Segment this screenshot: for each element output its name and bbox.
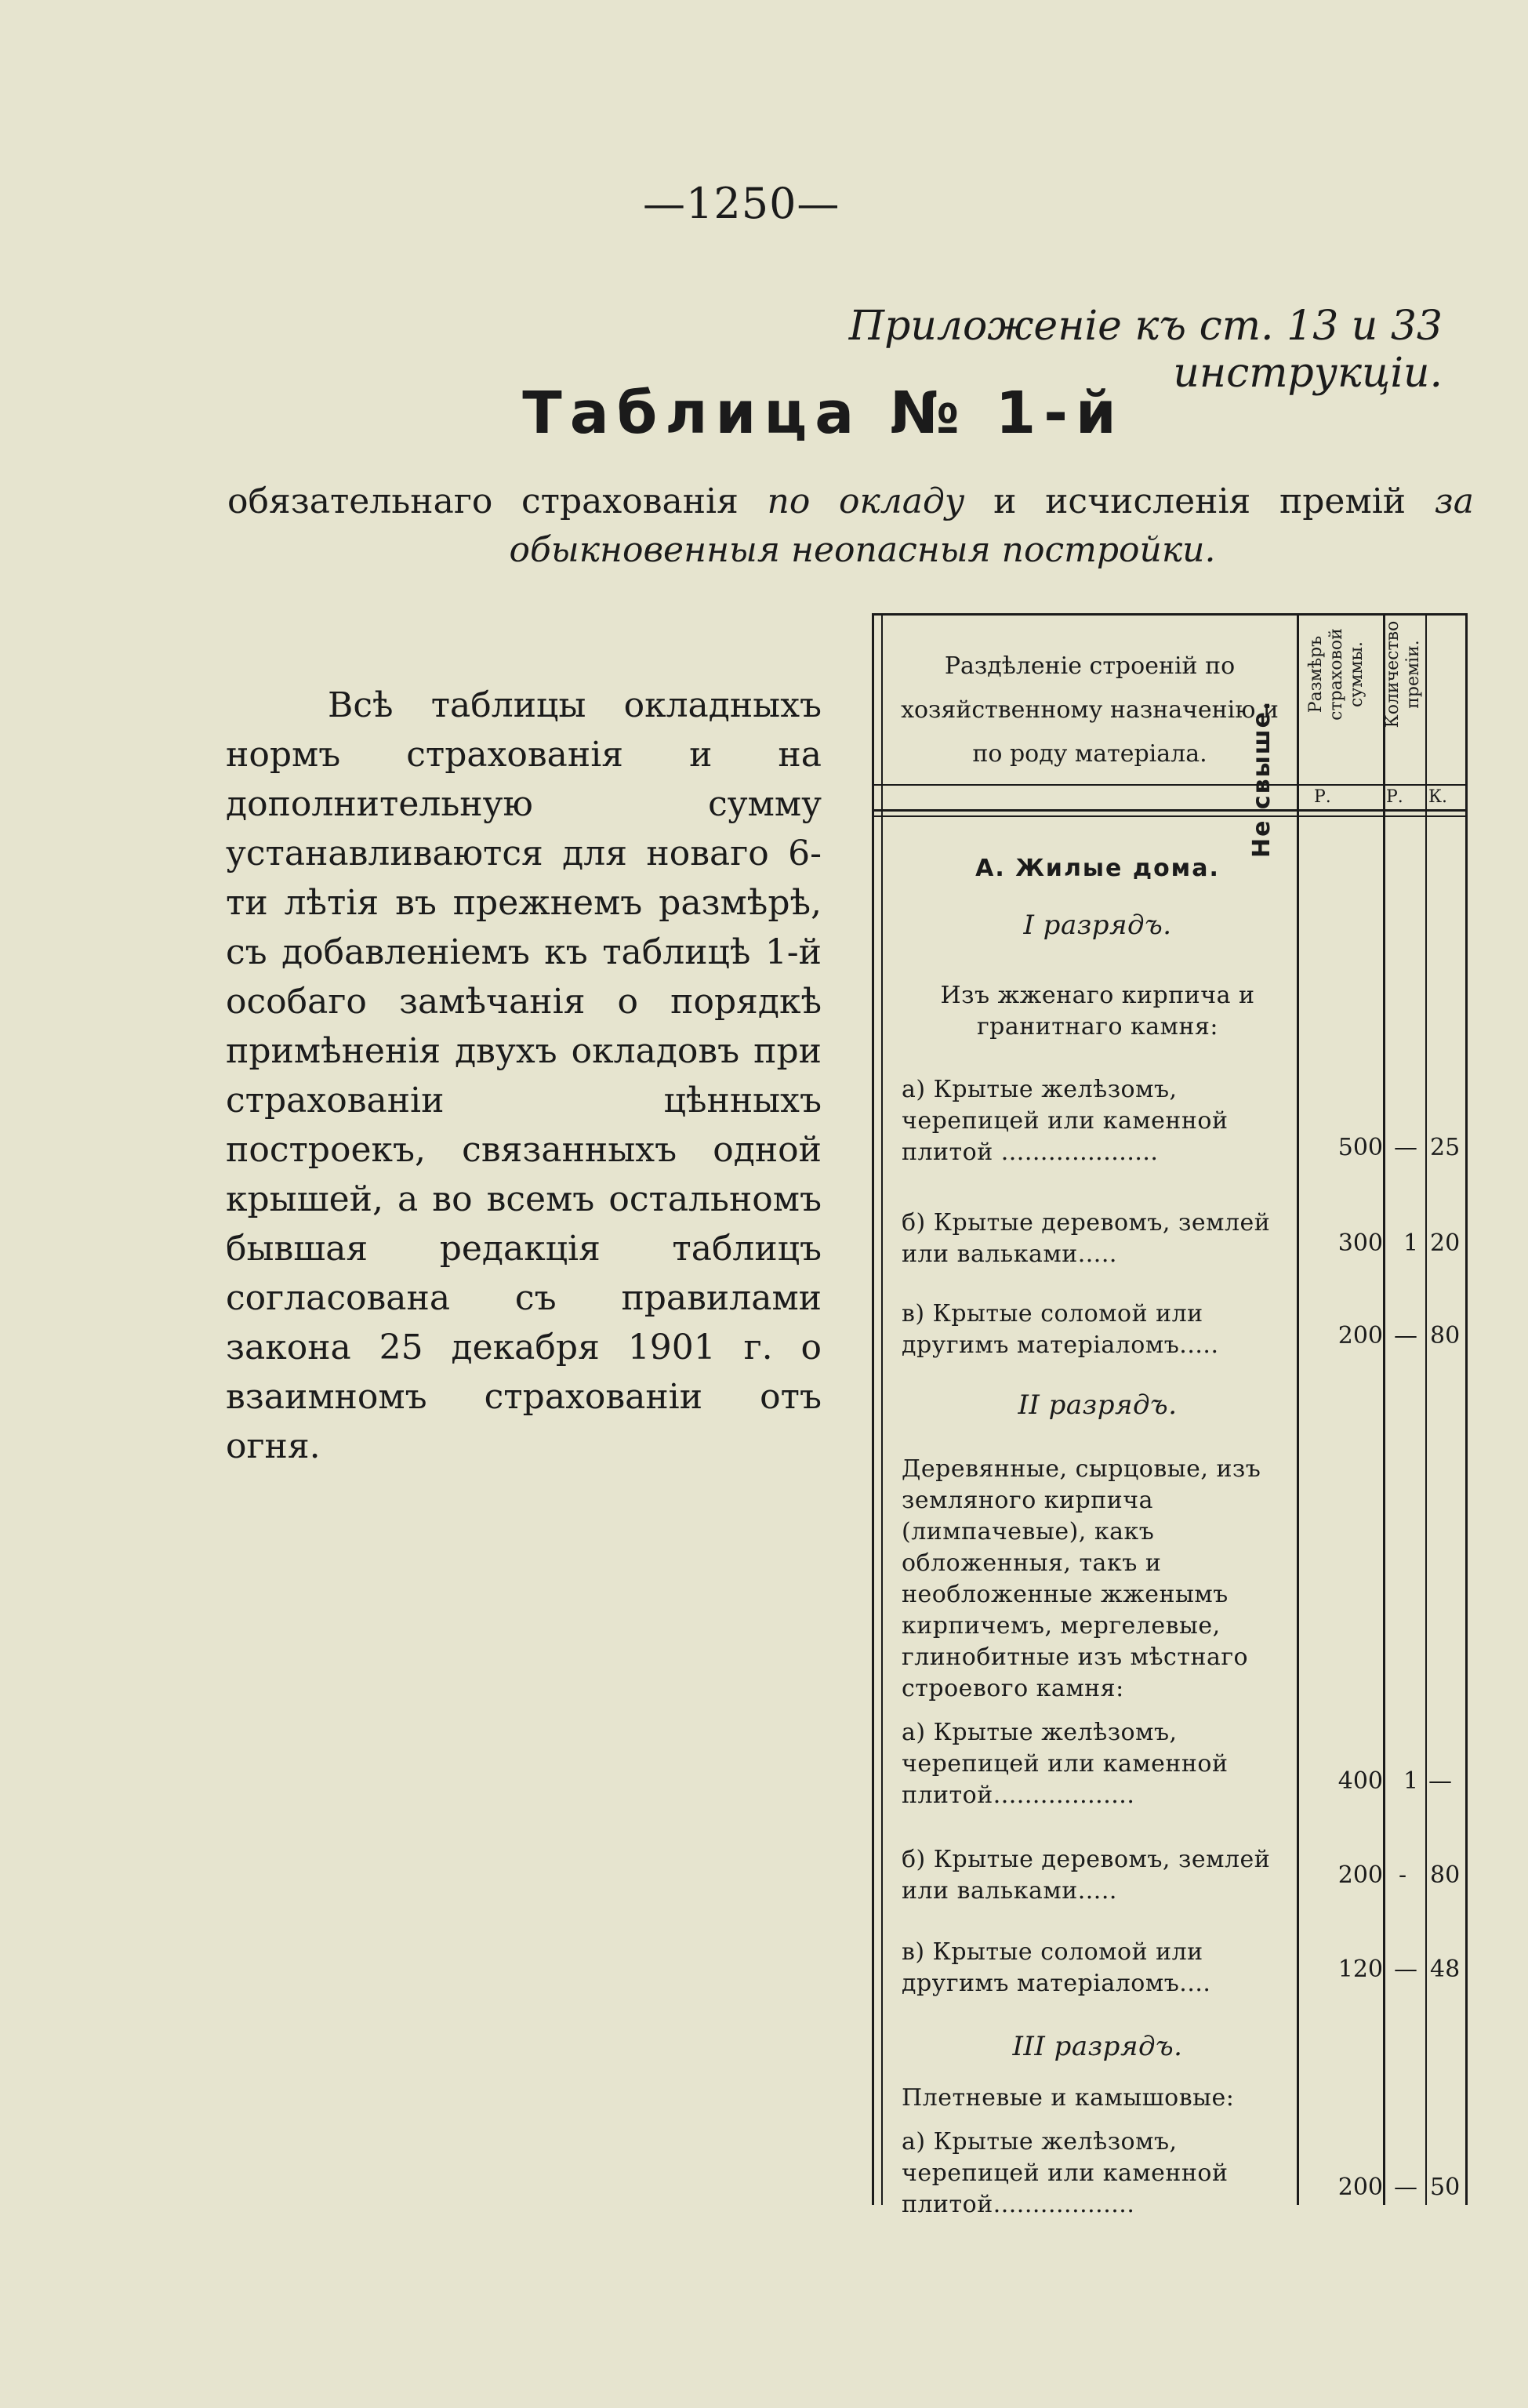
rub-value: — (1394, 1134, 1417, 1161)
kop-value: 20 (1430, 1229, 1461, 1257)
unit-rub-sum: Р. (1314, 787, 1331, 807)
table-border-top (872, 613, 1468, 616)
sum-value: 120 (1337, 1956, 1383, 1983)
table-row-label: в) Крытые соломой или другимъ матеріаломъ.... (902, 1938, 1211, 1997)
header-description: Раздѣленіе строеній по хозяйственному назначенію и по роду матеріала. (901, 652, 1279, 768)
table-row-label: б) Крытые деревомъ, землей или вальками..... (902, 1846, 1271, 1905)
table-border-right (1465, 613, 1468, 2205)
table-border-left (872, 613, 874, 2205)
col-divider-sum (1297, 613, 1299, 2205)
unit-rub: Р. (1386, 787, 1403, 807)
rub-value: — (1394, 1322, 1417, 1349)
table-row-label: а) Крытые желѣзомъ, черепицей или каменной плитой.................. (902, 2128, 1229, 2218)
subtitle-line-2: обыкновенныя неопасныя постройки. (509, 530, 1216, 570)
rub-value: 1 (1403, 1229, 1419, 1257)
document-title: Таблица № 1-й (522, 380, 1124, 447)
paragraph-text: Всѣ таблицы окладныхъ нормъ страхованія и на дополнительную сумму устанавливаются для новаго 6-ти лѣтія въ прежнемъ размѣрѣ, съ добавленіемъ къ таблицѣ 1-й особаго замѣчанія о порядкѣ примѣненія двухъ окладовъ при страхованіи цѣнныхъ построекъ, связанныхъ одной крышей, а во всемъ остальномъ бывшая редакція таблицъ согласована съ правилами закона 25 декабря 1901 г. о взаимномъ страхованіи отъ огня. (226, 685, 822, 1466)
table-border-left-inner (881, 613, 883, 2205)
kop-value: 25 (1430, 1134, 1461, 1161)
unit-kop: К. (1428, 787, 1448, 807)
sum-value: 200 (1337, 2174, 1383, 2201)
col-divider-rub (1383, 613, 1385, 2205)
subtitle-word: и (993, 481, 1017, 521)
header-rule-double (872, 809, 1468, 812)
sum-value: 500 (1337, 1134, 1383, 1161)
rub-value: — (1394, 2174, 1417, 2201)
subtitle-word: премій (1279, 481, 1406, 521)
header-premium: Количество премiи. (1383, 620, 1423, 728)
subtitle-word: за (1434, 481, 1474, 521)
kop-value: 80 (1430, 1861, 1461, 1889)
category-3-heading: III разрядъ. (1012, 2031, 1183, 2062)
subtitle-line-1 (227, 481, 1474, 521)
body-paragraph (226, 681, 822, 1471)
subtitle-word: страхованія (521, 481, 739, 521)
rub-value: — (1394, 1956, 1417, 1983)
table-row-label: б) Крытые деревомъ, землей или вальками..... (902, 1209, 1271, 1268)
category-2-desc: Деревянные, сырцовые, изъ земляного кирпича (лимпачевые), какъ обложенныя, такъ и необложенные жженымъ кирпичемъ, мергелевые, глинобитные изъ мѣстнаго строевого камня: (902, 1455, 1261, 1702)
header-rule (872, 784, 1468, 786)
table-row-label: а) Крытые желѣзомъ, черепицей или каменной плитой.................. (902, 1719, 1229, 1809)
subtitle-word: исчисленія (1045, 481, 1251, 521)
sum-value: 300 (1337, 1229, 1383, 1257)
category-2-heading: II разрядъ. (1018, 1389, 1178, 1421)
sum-value: 400 (1337, 1767, 1383, 1795)
category-1-desc: Изъ жженаго кирпича и гранитнаго камня: (940, 982, 1255, 1041)
sum-value: 200 (1337, 1322, 1383, 1349)
subtitle-word: по (767, 481, 811, 521)
rub-value: - (1399, 1861, 1407, 1889)
kop-value: — (1428, 1767, 1452, 1795)
table-row-label: в) Крытые соломой или другимъ матеріаломъ..... (902, 1300, 1219, 1359)
page-number: —1250— (643, 179, 840, 228)
table-row-label: а) Крытые желѣзомъ, черепицей или каменной плитой .................... (902, 1076, 1229, 1166)
category-3-desc: Плетневые и камышовые: (902, 2084, 1235, 2112)
sum-value: 200 (1337, 1861, 1383, 1889)
kop-value: 50 (1430, 2174, 1461, 2201)
header-sum: Размѣръ страховой суммы. (1306, 628, 1366, 721)
kop-value: 80 (1430, 1322, 1461, 1349)
kop-value: 48 (1430, 1956, 1461, 1983)
category-1-heading: I разрядъ. (1023, 910, 1172, 941)
section-a-heading: А. Жилые дома. (975, 855, 1220, 882)
ne-svyshe-label: Не свыше. (1248, 699, 1276, 858)
appendix-note: Приложенiе къ ст. 13 и 33 инструкцiи. (848, 303, 1443, 397)
col-divider-kop (1425, 613, 1427, 2205)
subtitle-word: окладу (839, 481, 965, 521)
rub-value: 1 (1403, 1767, 1419, 1795)
header-rule-double-2 (872, 815, 1468, 817)
subtitle-word: обязательнаго (227, 481, 493, 521)
